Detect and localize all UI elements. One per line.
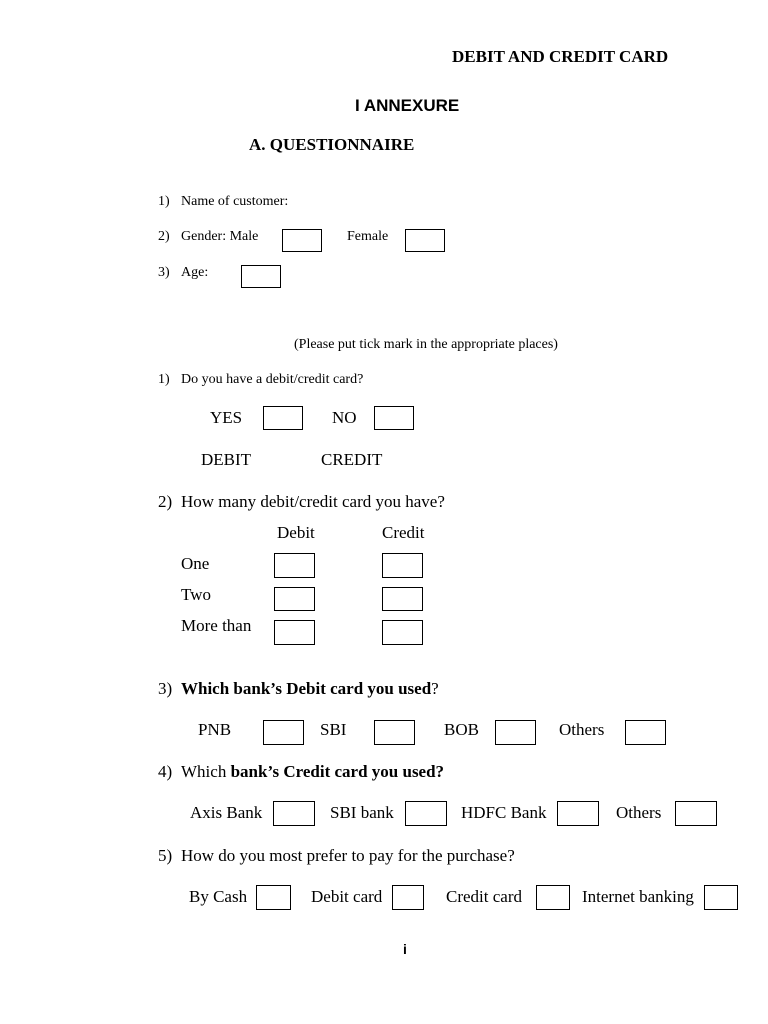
- pnb-checkbox[interactable]: [263, 720, 304, 745]
- no-label: NO: [332, 408, 357, 427]
- q3-text-bold: Which bank’s Debit card you used: [181, 679, 432, 698]
- running-title: DEBIT AND CREDIT CARD: [452, 47, 669, 66]
- personal-q3-number: 3): [158, 265, 170, 280]
- credit-card-checkbox[interactable]: [536, 885, 570, 910]
- age-field[interactable]: [241, 265, 281, 288]
- by-cash-label: By Cash: [189, 887, 248, 906]
- col-debit-header: Debit: [277, 523, 315, 542]
- q4-text: [181, 762, 444, 782]
- personal-q2-number: 2): [158, 229, 170, 244]
- q3-text: [181, 679, 439, 699]
- sbi-bank-label: SBI bank: [330, 803, 394, 822]
- q1-text: Do you have a debit/credit card?: [181, 372, 364, 387]
- hdfc-bank-checkbox[interactable]: [557, 801, 599, 826]
- axis-bank-label: Axis Bank: [190, 803, 263, 822]
- q5-number: 5): [158, 846, 173, 865]
- gender-male-label: Gender: Male: [181, 229, 259, 244]
- q4-text-bold: bank’s Credit card you used?: [230, 762, 445, 781]
- credit-card-label: Credit card: [446, 887, 522, 906]
- sbi-label: SBI: [320, 720, 347, 739]
- bob-label: BOB: [444, 720, 479, 739]
- others-debit-checkbox[interactable]: [625, 720, 666, 745]
- no-checkbox[interactable]: [374, 406, 414, 430]
- section-title: A. QUESTIONNAIRE: [249, 135, 415, 154]
- gender-female-label: Female: [347, 229, 389, 244]
- page-number: i: [403, 941, 407, 957]
- one-credit-checkbox[interactable]: [382, 553, 423, 578]
- internet-banking-checkbox[interactable]: [704, 885, 738, 910]
- yes-checkbox[interactable]: [263, 406, 303, 430]
- others-credit-label: Others: [616, 803, 662, 822]
- female-checkbox[interactable]: [405, 229, 445, 252]
- q1-number: 1): [158, 372, 170, 387]
- two-debit-checkbox[interactable]: [274, 587, 315, 611]
- row-one-label: One: [181, 554, 210, 573]
- q3-text-question-mark: ?: [431, 679, 439, 698]
- q4-number: 4): [158, 762, 173, 781]
- more-than-credit-checkbox[interactable]: [382, 620, 423, 645]
- debit-card-checkbox[interactable]: [392, 885, 424, 910]
- row-more-than-label: More than: [181, 616, 252, 635]
- personal-q1-number: 1): [158, 194, 170, 209]
- customer-name-label: Name of customer:: [181, 194, 289, 209]
- q2-number: 2): [158, 492, 173, 511]
- by-cash-checkbox[interactable]: [256, 885, 291, 910]
- two-credit-checkbox[interactable]: [382, 587, 423, 611]
- q4-text-regular: Which: [181, 762, 231, 781]
- annexure-title: I ANNEXURE: [355, 96, 460, 115]
- internet-banking-label: Internet banking: [582, 887, 694, 906]
- others-credit-checkbox[interactable]: [675, 801, 717, 826]
- row-two-label: Two: [181, 585, 211, 604]
- pnb-label: PNB: [198, 720, 232, 739]
- col-credit-header: Credit: [382, 523, 425, 542]
- bob-checkbox[interactable]: [495, 720, 536, 745]
- one-debit-checkbox[interactable]: [274, 553, 315, 578]
- debit-card-label: Debit card: [311, 887, 383, 906]
- hdfc-bank-label: HDFC Bank: [461, 803, 547, 822]
- yes-label: YES: [210, 408, 243, 427]
- instruction-text: (Please put tick mark in the appropriate places): [294, 337, 558, 352]
- sbi-checkbox[interactable]: [374, 720, 415, 745]
- age-label: Age:: [181, 265, 209, 280]
- q3-number: 3): [158, 679, 173, 698]
- debit-label: DEBIT: [201, 450, 252, 469]
- sbi-bank-checkbox[interactable]: [405, 801, 447, 826]
- male-checkbox[interactable]: [282, 229, 322, 252]
- q2-text: How many debit/credit card you have?: [181, 492, 445, 511]
- more-than-debit-checkbox[interactable]: [274, 620, 315, 645]
- credit-label: CREDIT: [321, 450, 383, 469]
- axis-bank-checkbox[interactable]: [273, 801, 315, 826]
- q5-text: How do you most prefer to pay for the purchase?: [181, 846, 515, 865]
- others-debit-label: Others: [559, 720, 605, 739]
